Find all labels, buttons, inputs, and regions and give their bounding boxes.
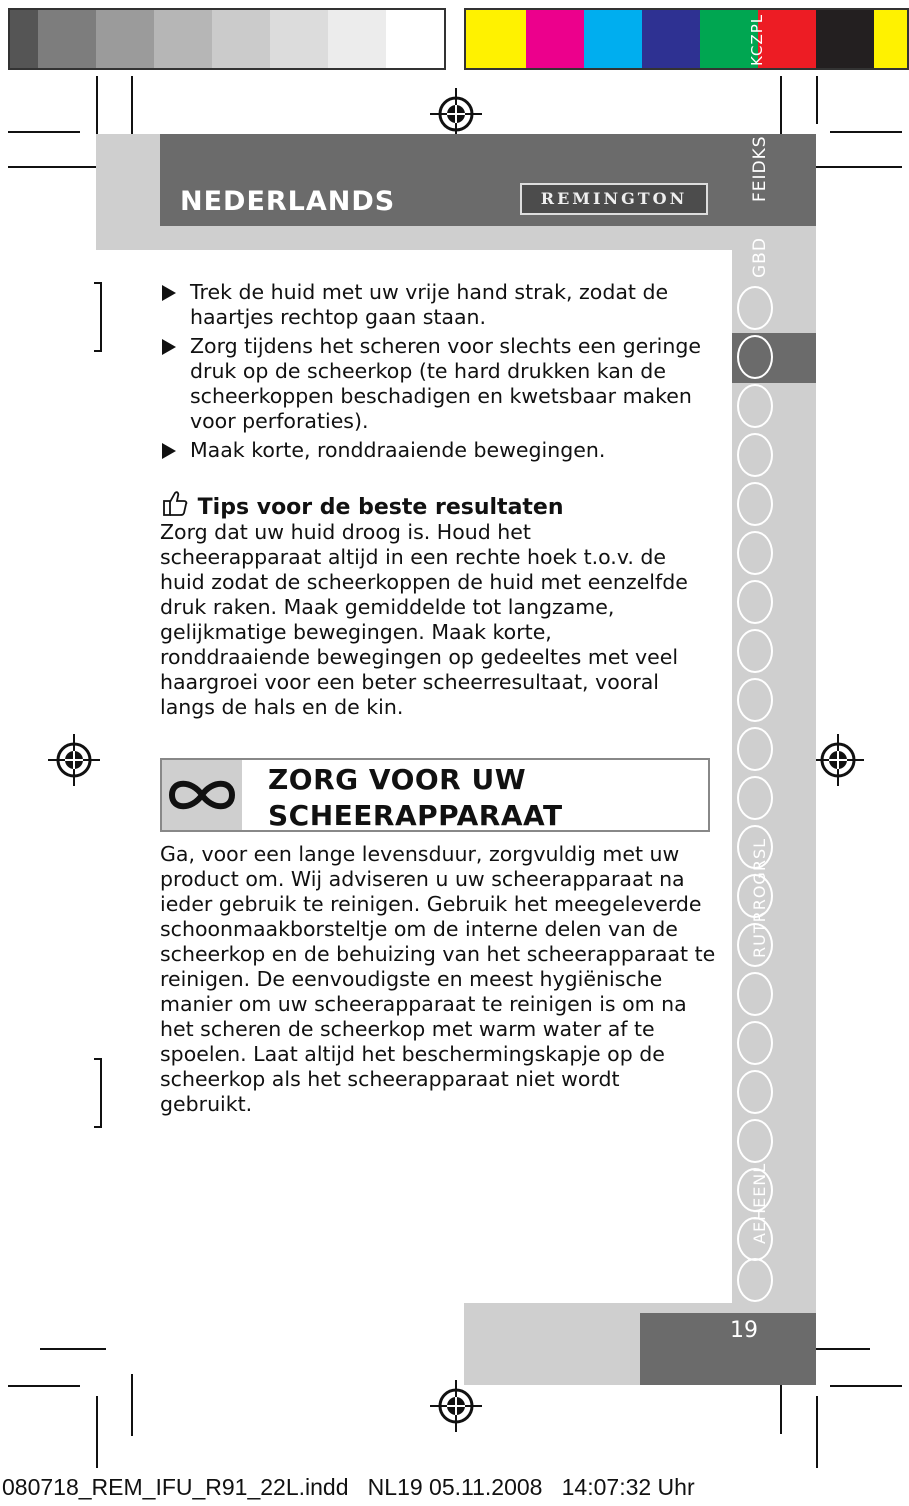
color-bar-code: KCZPL <box>748 13 766 66</box>
care-body: Ga, voor een lange levensduur, zorgvuldig met uw product om. Wij adviseren u uw scheerapparaat na ieder gebruik te reinigen. Gebruik het meegeleverde schoonmaakborsteltje om de interne delen van de scheerkop en de behuizing van het scheerapparaat te reinigen. De eenvoudigste en meest hygiënische manier om uw scheerapparaat te reinigen is om na het scheren de scheerkop met warm water af te spoelen. Laat altijd het beschermingskapje op de scheerkop als het scheerapparaat niet wordt gebruikt. <box>160 842 716 1116</box>
list-item <box>160 438 720 463</box>
list-item <box>160 334 720 434</box>
registration-mark-icon <box>430 1380 482 1432</box>
tab-code-mid: RUTRROGRSL <box>750 837 769 958</box>
footer-band <box>640 1313 816 1385</box>
section-heading-box <box>160 758 710 832</box>
list-item-text: Maak korte, ronddraaiende bewegingen. <box>190 438 606 462</box>
instruction-list <box>160 280 720 467</box>
registration-mark-icon <box>48 734 100 786</box>
brand-logo: REMINGTON <box>520 183 708 215</box>
registration-mark-icon <box>430 88 482 140</box>
thumbs-up-icon <box>160 488 190 518</box>
tips-section <box>160 488 720 720</box>
tips-heading <box>160 488 720 520</box>
registration-mark-icon <box>812 734 864 786</box>
tab-code-gbd: GBD <box>750 237 770 278</box>
tips-body: Zorg dat uw huid droog is. Houd het scheerapparaat altijd in een rechte hoek t.o.v. de huid zodat de scheerkoppen de huid met eenzelfde druk raken. Maak gemiddelde tot langzame, gelijkmatige bewegingen. Maak korte, ronddraaiende bewegingen op gedeeltes met veel haargroei voor een beter scheerresultaat, vooral langs de hals en de kin. <box>160 520 688 719</box>
tips-title: Tips voor de beste resultaten <box>197 495 564 520</box>
list-item-text: Zorg tijdens het scheren voor slechts een geringe druk op de scheerkop (te hard drukken kan de scheerkoppen beschadigen en kwetsbaar maken voor perforaties). <box>190 334 701 433</box>
tab-code-low: AEHEENL <box>750 1162 769 1244</box>
bullet-arrow-icon <box>162 443 176 459</box>
list-item <box>160 280 720 330</box>
language-title: NEDERLANDS <box>180 186 396 217</box>
bullet-arrow-icon <box>162 285 176 301</box>
infinity-icon <box>162 760 242 830</box>
page-number: 19 <box>730 1318 758 1343</box>
section-title-line2: SCHEERAPPARAAT <box>268 799 563 832</box>
section-title-line1: ZORG VOOR UW <box>268 763 527 796</box>
list-item-text: Trek de huid met uw vrije hand strak, zodat de haartjes rechtop gaan staan. <box>190 280 669 329</box>
bullet-arrow-icon <box>162 339 176 355</box>
tab-code-top: FEIDKS <box>750 135 770 202</box>
section-title <box>268 762 563 834</box>
print-slug: 080718_REM_IFU_R91_22L.indd NL19 05.11.2008 14:07:32 Uhr <box>2 1474 695 1500</box>
section-icon-box <box>162 760 242 830</box>
